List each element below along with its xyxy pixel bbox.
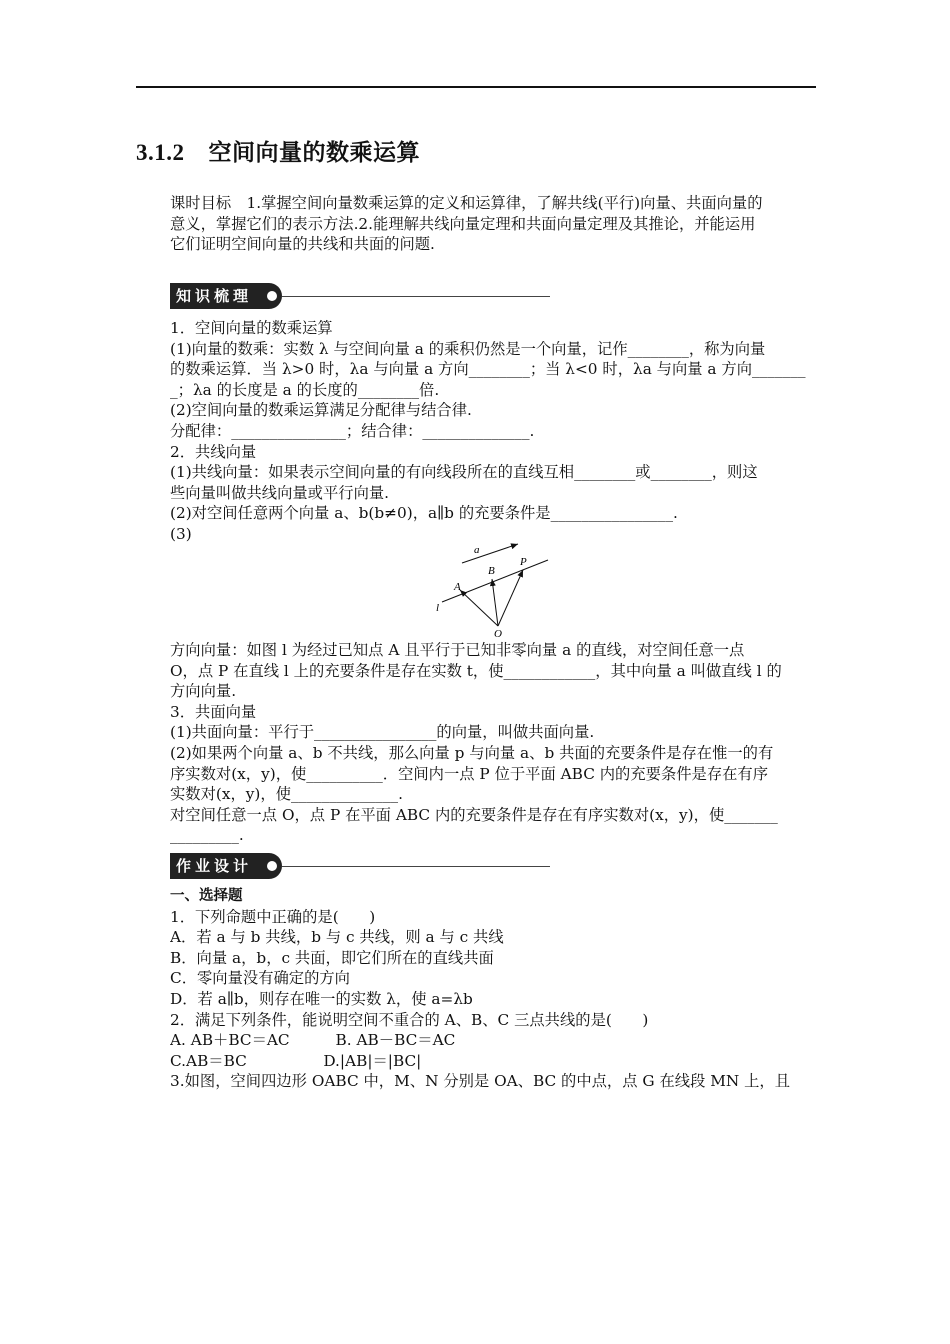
goal-line: 课时目标 1.掌握空间向量数乘运算的定义和运算律，了解共线(平行)向量、共面向量的 bbox=[170, 194, 763, 212]
section-number: 3.1.2 bbox=[136, 140, 185, 165]
option-line: A. AB＋BC＝AC B. AB－BC＝AC bbox=[170, 1031, 456, 1050]
text-line: 2．共线向量 bbox=[170, 442, 257, 461]
text-line: (2)空间向量的数乘运算满足分配律与结合律. bbox=[170, 401, 472, 420]
lesson-goal bbox=[170, 193, 815, 255]
vector-OB bbox=[492, 579, 498, 626]
text-line: (2)对空间任意两个向量 a、b(b≠0)，a∥b 的充要条件是________________. bbox=[170, 504, 678, 523]
banner-rule bbox=[282, 296, 550, 297]
vector-OA bbox=[460, 590, 498, 626]
page-title bbox=[136, 134, 420, 167]
text-line: (1)向量的数乘：实数 λ 与空间向量 a 的乘积仍然是一个向量，记作________，称为向量 bbox=[170, 339, 766, 358]
text-line: 对空间任意一点 O，点 P 在平面 ABC 内的充要条件是存在有序实数对(x，y)，使_______ bbox=[170, 805, 778, 824]
question-line: 1．下列命题中正确的是( ) bbox=[170, 907, 376, 926]
knowledge-section-cont bbox=[170, 640, 815, 846]
banner-dot bbox=[267, 861, 277, 871]
text-line: 方向向量：如图 l 为经过已知点 A 且平行于已知非零向量 a 的直线，对空间任意一点 bbox=[170, 641, 745, 659]
text-line: (3) bbox=[170, 524, 192, 543]
label-A: A bbox=[454, 581, 461, 593]
text-line: 1．空间向量的数乘运算 bbox=[170, 319, 333, 337]
label-a: a bbox=[474, 544, 480, 556]
question-line: 3.如图，空间四边形 OABC 中，M、N 分别是 OA、BC 的中点，点 G 在线段 MN 上，且 bbox=[170, 1072, 791, 1091]
goal-line: 它们证明空间向量的共线和共面的问题. bbox=[170, 235, 435, 253]
text-line: 实数对(x，y)，使______________. bbox=[170, 785, 403, 804]
option-line: A．若 a 与 b 共线，b 与 c 共线，则 a 与 c 共线 bbox=[170, 928, 504, 947]
header-rule bbox=[136, 86, 816, 88]
section-title: 空间向量的数乘运算 bbox=[208, 139, 420, 166]
banner-dot bbox=[267, 291, 277, 301]
text-line: (1)共线向量：如果表示空间向量的有向线段所在的直线互相________或________，则这 bbox=[170, 463, 758, 482]
option-line: C．零向量没有确定的方向 bbox=[170, 969, 350, 988]
label-O: O bbox=[494, 628, 502, 640]
label-B: B bbox=[488, 565, 495, 577]
banner-label: 知识梳理 bbox=[170, 283, 282, 309]
banner-label: 作业设计 bbox=[170, 853, 282, 879]
text-line: O，点 P 在直线 l 上的充要条件是存在实数 t，使____________，其中向量 a 叫做直线 l 的 bbox=[170, 661, 782, 680]
text-line: 的数乘运算．当 λ>0 时，λa 与向量 a 方向________；当 λ<0 时，λa 与向量 a 方向_______ bbox=[170, 360, 806, 379]
choice-heading: 一、选择题 bbox=[170, 888, 243, 904]
option-line: D．若 a∥b，则存在唯一的实数 λ，使 a=λb bbox=[170, 989, 473, 1008]
label-l: l bbox=[436, 602, 440, 614]
text-line: 些向量叫做共线向量或平行向量. bbox=[170, 483, 390, 502]
label-P: P bbox=[520, 556, 527, 568]
question-line: 2．满足下列条件，能说明空间不重合的 A、B、C 三点共线的是( ) bbox=[170, 1010, 649, 1029]
banner-rule bbox=[282, 866, 550, 867]
text-line: (1)共面向量：平行于________________的向量，叫做共面向量. bbox=[170, 723, 595, 742]
direction-vector-figure bbox=[422, 540, 562, 640]
option-line: C.AB＝BC D.|AB|＝|BC| bbox=[170, 1051, 422, 1070]
text-line: 序实数对(x，y)，使__________．空间内一点 P 位于平面 ABC 内的充要条件是存在有序 bbox=[170, 764, 769, 783]
goal-line: 意义，掌握它们的表示方法.2.能理解共线向量定理和共面向量定理及其推论，并能运用 bbox=[170, 214, 756, 233]
text-line: 方向向量. bbox=[170, 682, 237, 701]
text-line: 分配律：_______________；结合律：______________. bbox=[170, 421, 535, 440]
knowledge-section bbox=[170, 318, 815, 545]
vector-a-arrow bbox=[462, 544, 518, 563]
homework-section bbox=[170, 886, 815, 1092]
text-line: _；λa 的长度是 a 的长度的________倍. bbox=[170, 380, 440, 399]
text-line: 3．共面向量 bbox=[170, 702, 257, 721]
text-line: _________. bbox=[170, 826, 244, 845]
text-line: (2)如果两个向量 a、b 不共线，那么向量 p 与向量 a、b 共面的充要条件是存在惟一的有 bbox=[170, 743, 774, 762]
option-line: B．向量 a，b，c 共面，即它们所在的直线共面 bbox=[170, 948, 494, 967]
